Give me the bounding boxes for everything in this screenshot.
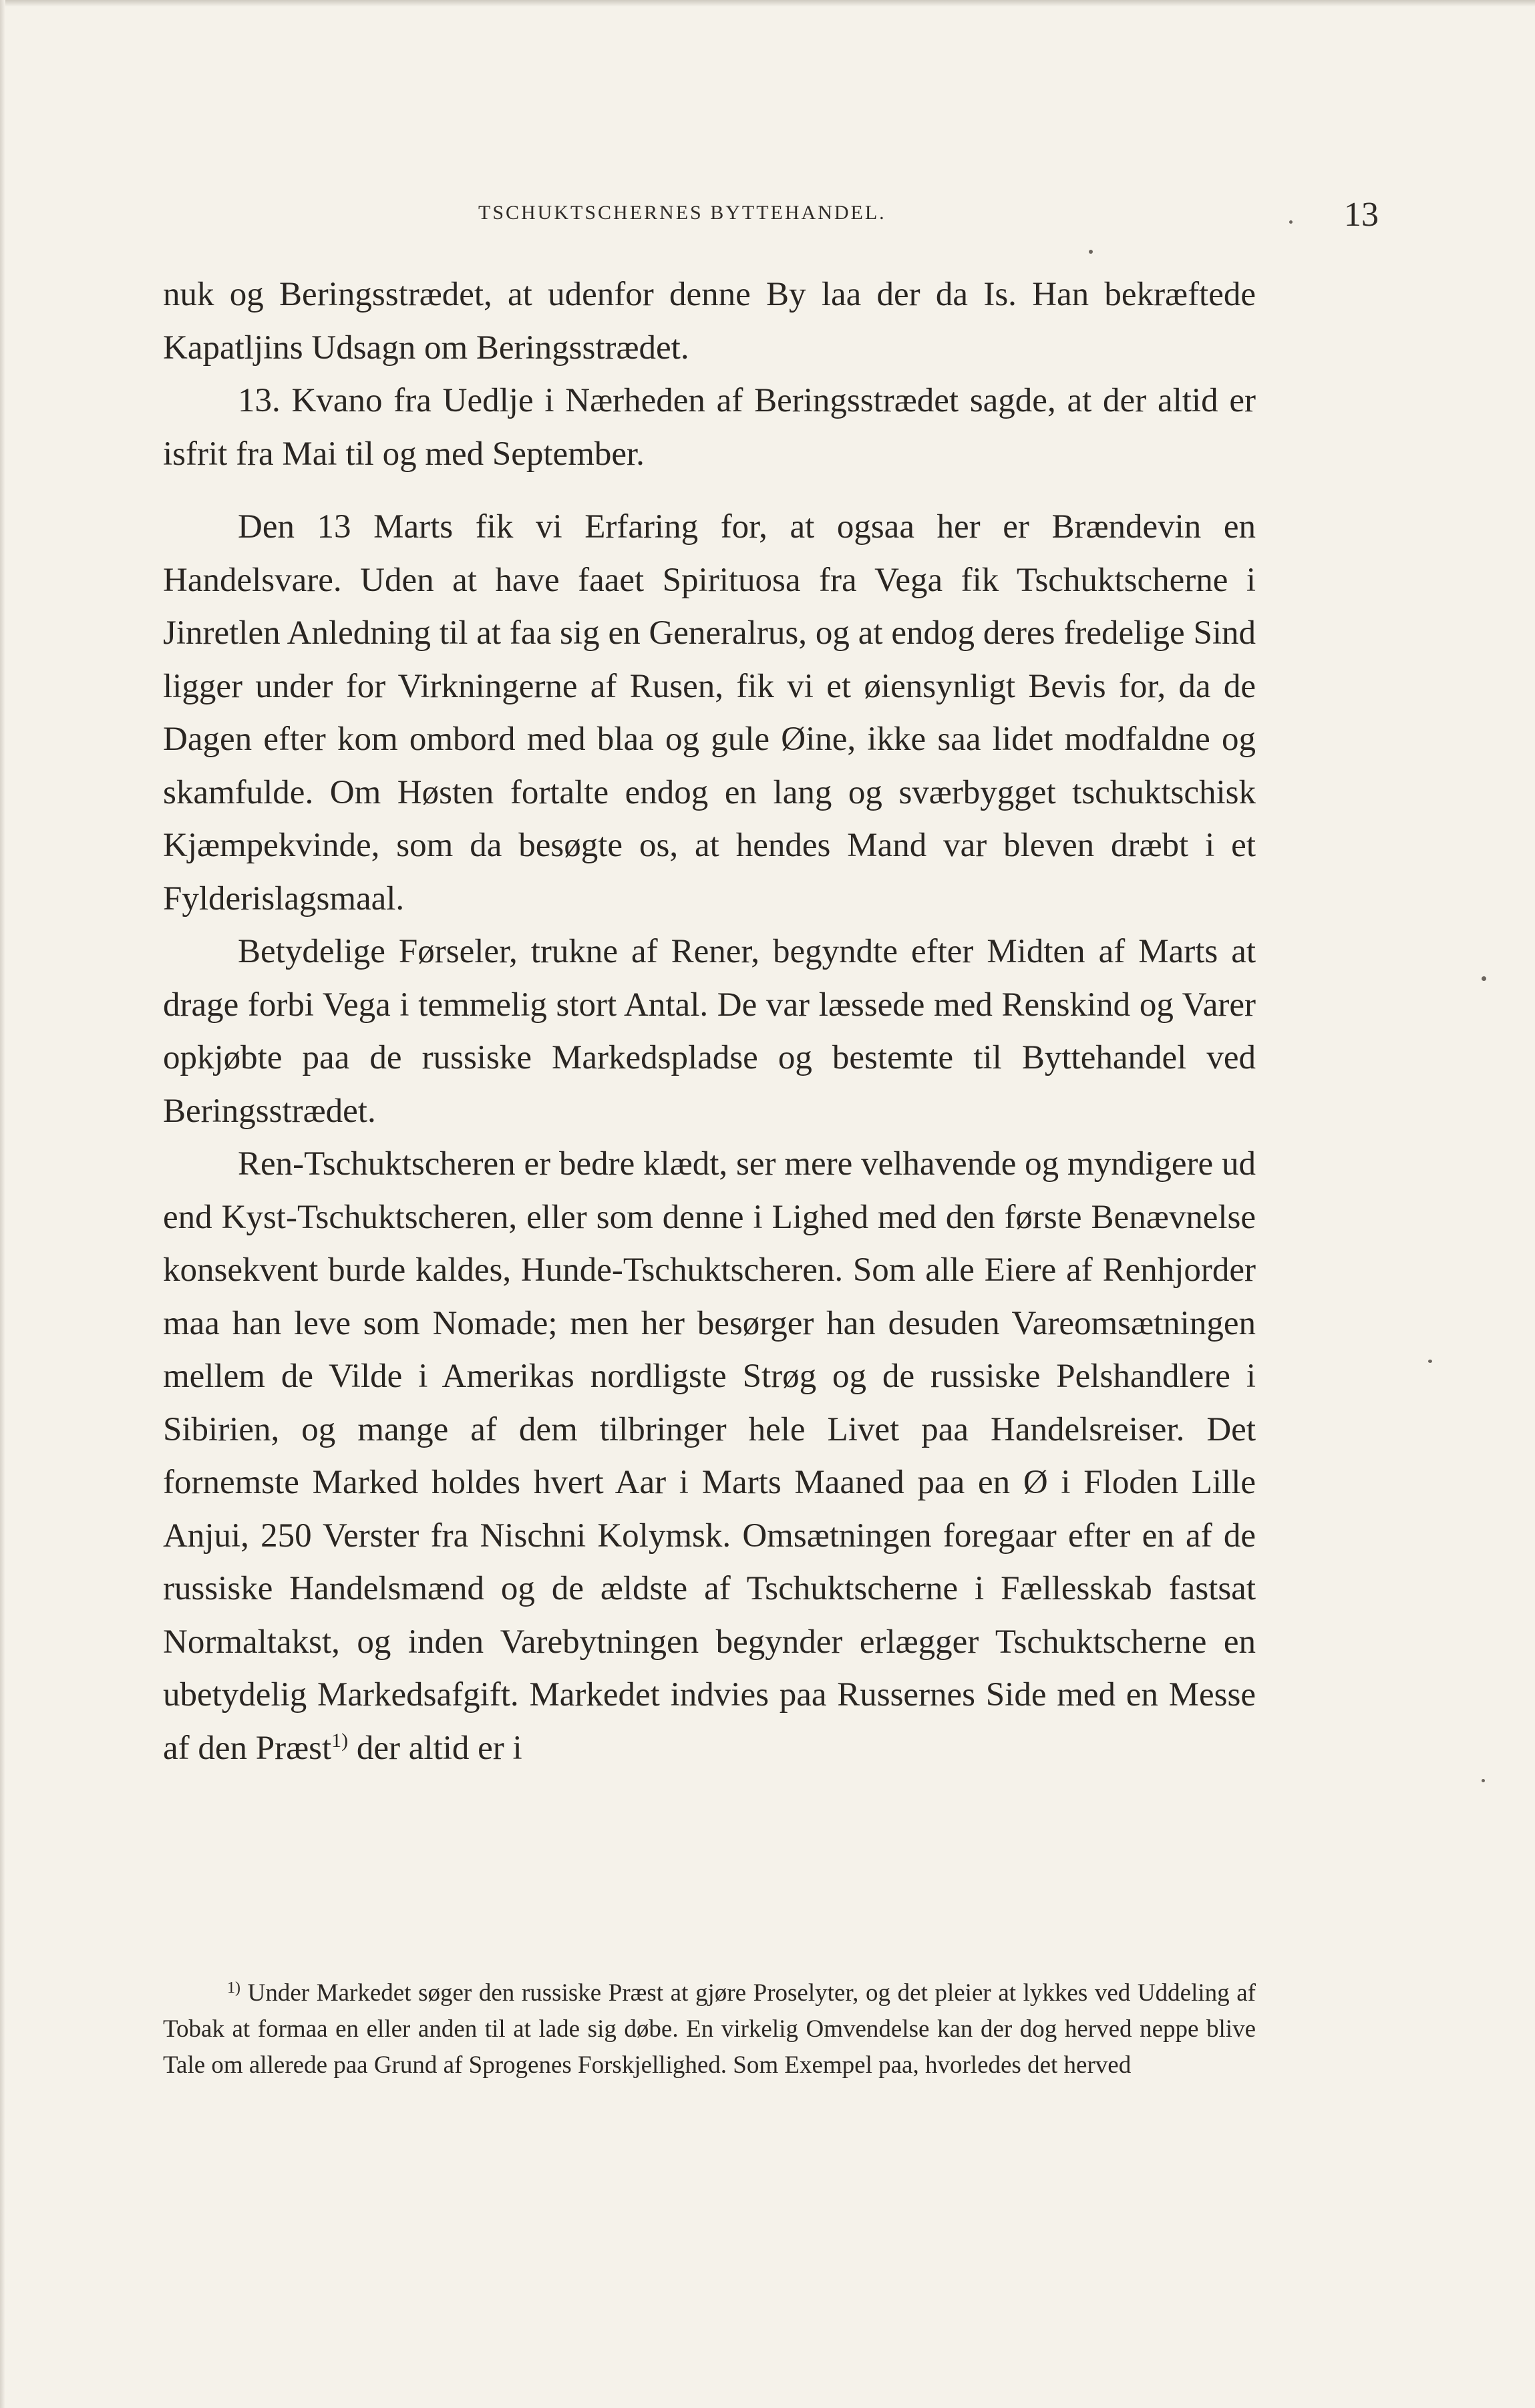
footnote-text: Under Markedet søger den russiske Præst at gjøre Proselyter, og det pleier at lykkes ved Uddeling af Tobak at formaa en eller anden til at lade sig døbe. En virkelig Omvendelse kan der dog herved neppe blive Tale om allerede paa Grund af Sprogenes Forskjellighed. Som Exempel paa, hvorledes det herved — [163, 1979, 1256, 2079]
body-text — [163, 268, 1256, 1775]
running-head — [164, 195, 1379, 235]
page-edge-left — [0, 0, 5, 2408]
footnote — [163, 1975, 1256, 2083]
paragraph-ren-tschuktscheren-text: Ren-Tschuktscheren er bedre klædt, ser mere velhavende og myndigere ud end Kyst-Tschuktscheren, eller som denne i Lighed med den første Benævnelse konsekvent burde kaldes, Hunde-Tschuktscheren. Som alle Eiere af Renhjorder maa han leve som Nomade; men her besørger han desuden Vareomsætningen mellem de Vilde i Amerikas nordligste Strøg og de russiske Pelshandlere i Sibirien, og mange af dem tilbringer hele Livet paa Handelsreiser. Det fornemste Marked holdes hvert Aar i Marts Maaned paa en Ø i Floden Lille Anjui, 250 Verster fra Nischni Kolymsk. Omsætningen foregaar efter en af de russiske Handelsmænd og de ældste af Tschuktscherne i Fællesskab fastsat Normaltakst, og inden Varebytningen begynder erlægger Tschuktscherne en ubetydelig Markedsafgift. Markedet indvies paa Russernes Side med en Messe af den Præst — [163, 1145, 1256, 1767]
paper-speck — [1482, 1779, 1485, 1782]
paragraph-forseler: Betydelige Førseler, trukne af Rener, begyndte efter Midten af Marts at drage forbi Vega i temmelig stort Antal. De var læssede med Renskind og Varer opkjøbte paa de russiske Markedspladse og bestemte til Byttehandel ved Beringsstrædet. — [163, 933, 1256, 1130]
paper-speck — [1428, 1360, 1432, 1363]
footnote-mark: 1) — [227, 1979, 240, 1997]
paragraph-item-13: 13. Kvano fra Uedlje i Nærheden af Beringsstrædet sagde, at der altid er isfrit fra Mai til og med September. — [163, 382, 1256, 473]
footnote-reference[interactable]: 1) — [331, 1729, 349, 1752]
page-edge-top — [0, 0, 1535, 7]
footnote-paragraph — [163, 1975, 1256, 2083]
paragraph-continuation: nuk og Beringsstrædet, at udenfor denne By laa der da Is. Han bekræftede Kapatljins Udsagn om Beringsstrædet. — [163, 276, 1256, 367]
paragraph-brandevin: Den 13 Marts fik vi Erfaring for, at ogsaa her er Brændevin en Handelsvare. Uden at have faaet Spirituosa fra Vega fik Tschuktscherne i Jinretlen Anledning til at faa sig en Generalrus, og at endog deres fredelige Sind ligger under for Virkningerne af Rusen, fik vi et øiensynligt Bevis for, da de Dagen efter kom ombord med blaa og gule Øine, ikke saa lidet modfaldne og skamfulde. Om Høsten fortalte endog en lang og sværbygget tschuktschisk Kjæmpekvinde, som da besøgte os, at hendes Mand var bleven dræbt i et Fylderislagsmaal. — [163, 508, 1256, 918]
running-title: TSCHUKTSCHERNES BYTTEHANDEL. — [478, 202, 886, 224]
paragraph-ren-tschuktscheren-tail: der altid er i — [348, 1729, 522, 1767]
paper-speck — [1289, 220, 1293, 224]
paragraph-ren-tschuktscheren — [163, 1138, 1256, 1775]
page-number: 13 — [1344, 196, 1379, 234]
paper-speck — [1482, 976, 1486, 981]
paper-speck — [1089, 250, 1093, 254]
